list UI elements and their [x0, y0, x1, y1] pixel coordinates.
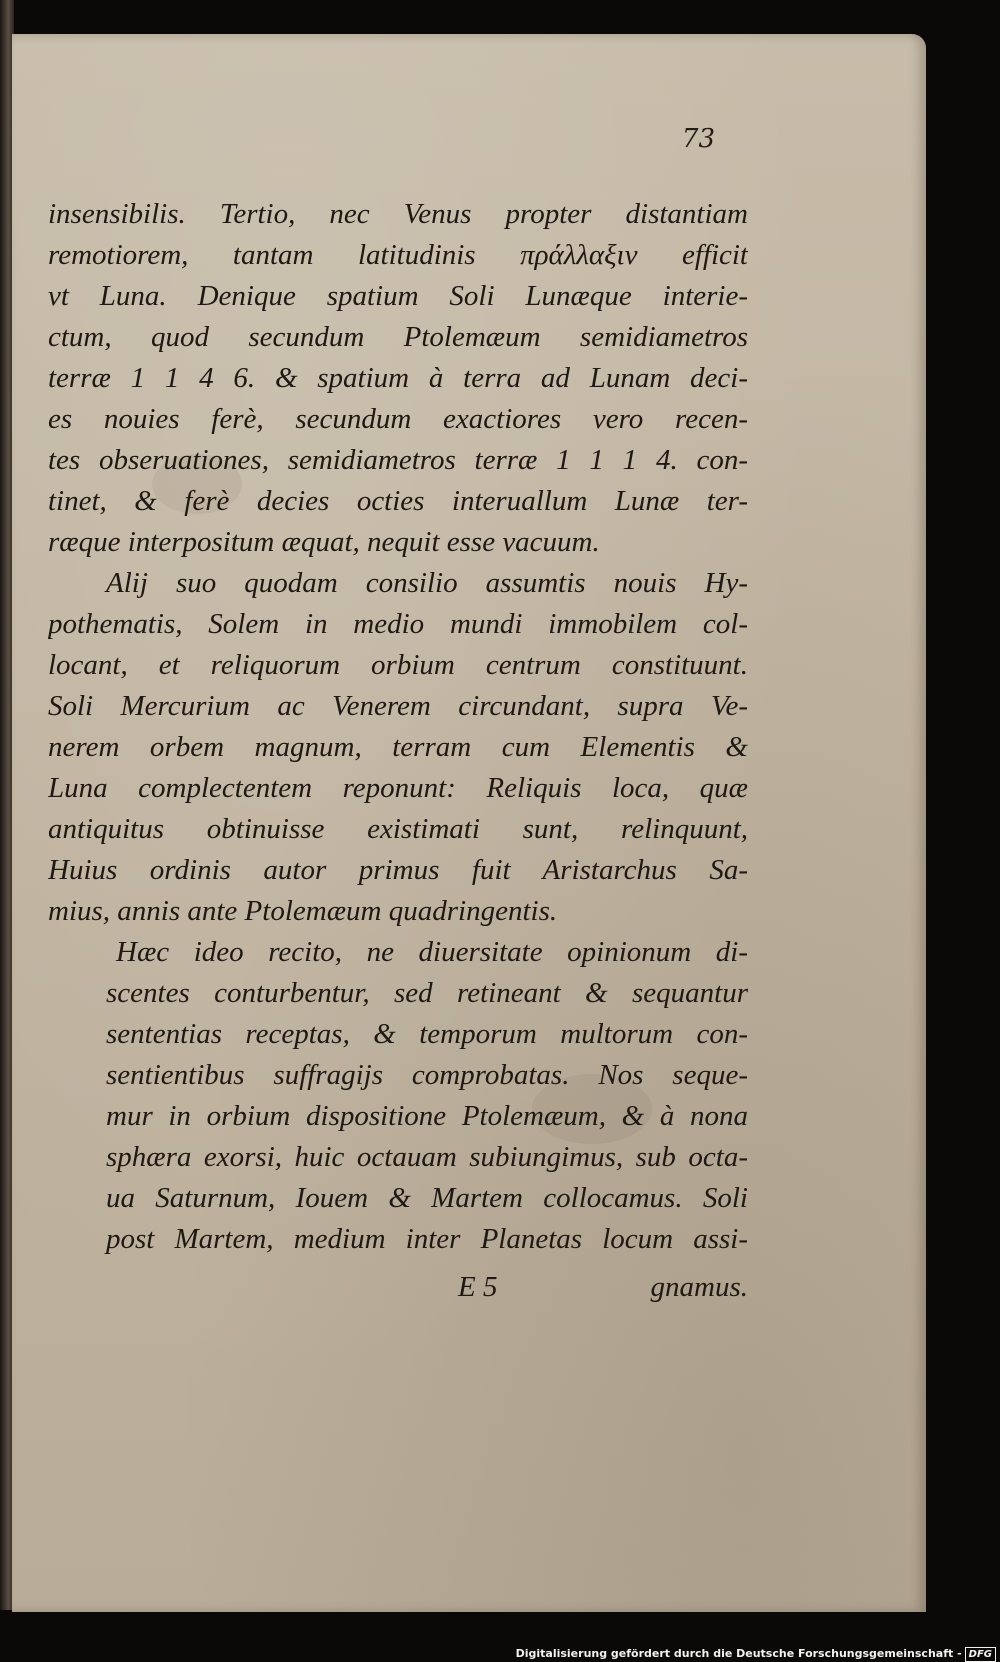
- text-line: antiquitus obtinuisse existimati sunt, relinquunt,: [48, 813, 748, 845]
- text-line: insensibilis. Tertio, nec Venus propter distantiam: [48, 198, 748, 230]
- text-line: Huius ordinis autor primus fuit Aristarchus Sa-: [48, 854, 748, 886]
- text-line: mius, annis ante Ptolemæum quadringentis.: [48, 895, 558, 927]
- text-line: locant, et reliquorum orbium centrum constituunt.: [48, 649, 748, 681]
- text-line: tinet, & ferè decies octies interuallum Lunæ ter-: [48, 485, 748, 517]
- page-foot: [48, 1267, 748, 1308]
- funding-credit: [516, 1646, 996, 1662]
- text-line: ctum, quod secundum Ptolemæum semidiametros: [48, 321, 748, 353]
- text-line: terræ 1 1 4 6. & spatium à terra ad Lunam deci-: [48, 362, 748, 394]
- text-line: sentientibus suffragijs comprobatas. Nos seque-: [106, 1059, 748, 1091]
- text-line: ua Saturnum, Iouem & Martem collocamus. Soli: [106, 1182, 748, 1214]
- text-line: Soli Mercurium ac Venerem circundant, supra Ve-: [48, 690, 748, 722]
- text-line: nerem orbem magnum, terram cum Elementis &: [48, 731, 748, 763]
- paragraph-start-line: Alij suo quodam consilio assumtis nouis Hy-: [106, 567, 748, 599]
- text-line: Luna complectentem reponunt: Reliquis loca, quæ: [48, 772, 748, 804]
- text-line: sententias receptas, & temporum multorum con-: [106, 1018, 748, 1050]
- text-line: tes obseruationes, semidiametros terræ 1 1 1 4. con-: [48, 444, 748, 476]
- text-line: post Martem, medium inter Planetas locum assi-: [106, 1223, 748, 1255]
- text-line: pothematis, Solem in medio mundi immobilem col-: [48, 608, 748, 640]
- page-number: 73: [681, 124, 715, 154]
- text-line: sphæra exorsi, huic octauam subiungimus, sub octa-: [106, 1141, 748, 1173]
- text-line: vt Luna. Denique spatium Soli Lunæque interie-: [48, 280, 748, 312]
- book-page: [12, 34, 926, 1612]
- text-line: remotiorem, tantam latitudinis πράλλαξιν efficit: [48, 239, 748, 271]
- body-text: [48, 194, 748, 1260]
- catchword: gnamus.: [650, 1271, 748, 1303]
- paragraph-start-line: Hæc ideo recito, ne diuersitate opinionum di-: [116, 936, 748, 968]
- text-line: mur in orbium dispositione Ptolemæum, & à nona: [106, 1100, 748, 1132]
- dfg-logo: DFG: [965, 1647, 996, 1662]
- text-line: scentes conturbentur, sed retineant & sequantur: [106, 977, 748, 1009]
- signature-mark: E 5: [458, 1271, 498, 1303]
- text-line: es nouies ferè, secundum exactiores vero recen-: [48, 403, 748, 435]
- funding-credit-text: Digitalisierung gefördert durch die Deutsche Forschungsgemeinschaft -: [515, 1647, 962, 1660]
- text-line: ræque interpositum æquat, nequit esse vacuum.: [48, 526, 600, 558]
